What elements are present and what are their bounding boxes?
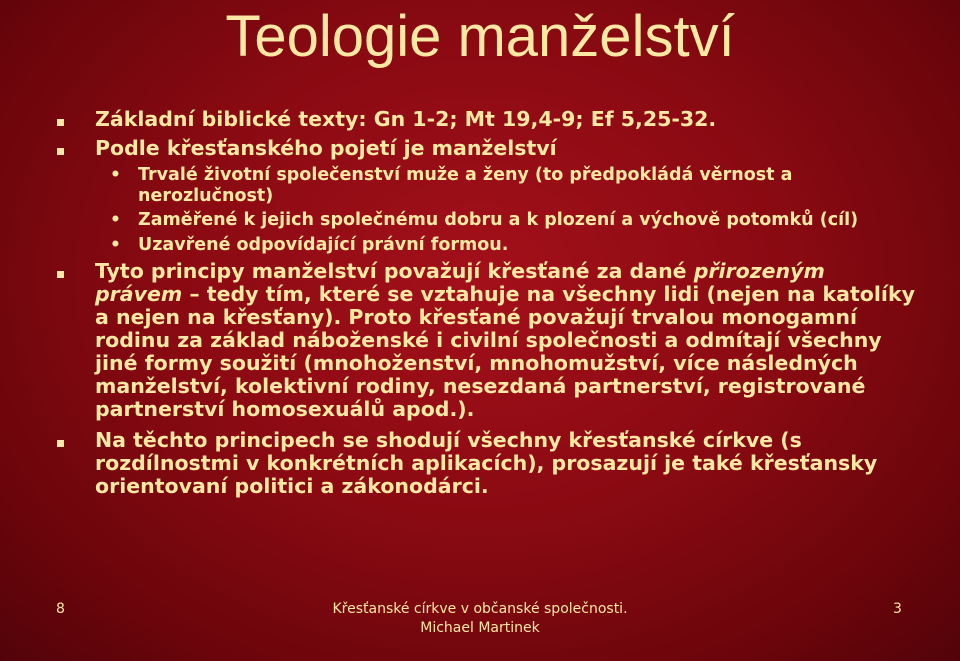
bullet-emphasis: přirozeným právem — [95, 259, 825, 306]
sub-bullet-text: Trvalé životní společenství muže a ženy (to předpokládá věrnost a nerozlučnost) — [138, 165, 793, 206]
bullet-text: Na těchto principech se shodují všechny křesťanské církve (s rozdílnostmi v konkrétních aplikacích), prosazují je také křesťansky orientovaní politici a zákonodárci. — [95, 428, 878, 498]
sub-bullet-text: Uzavřené odpovídající právní formou. — [138, 234, 509, 255]
round-bullet-icon: • — [110, 234, 121, 255]
square-bullet-icon — [57, 271, 64, 278]
footer-center — [230, 600, 730, 638]
footer-author: Michael Martinek — [420, 620, 540, 636]
footer-left-number: 8 — [56, 601, 65, 617]
bullet-text-part: – tedy tím, které se vztahuje na všechny lidi (nejen na katolíky a nejen na křesťany). Proto křesťané považují trvalou monogamní rodinu za základ náboženské i civilní společnosti a odmítají všechny jiné formy soužití (mnohoženství, mnohomužství, více následných manželství, kolektivní rodiny, nesezdaná partnerství, registrované partnerství homosexuálů apod.). — [95, 282, 915, 421]
bullet-item — [56, 429, 916, 498]
round-bullet-icon: • — [110, 165, 121, 185]
square-bullet-icon — [57, 440, 64, 447]
slide-title: Teologie manželství — [225, 4, 735, 69]
round-bullet-icon: • — [110, 210, 121, 230]
footer-page-number: 3 — [893, 601, 902, 617]
bullet-text: Podle křesťanského pojetí je manželství — [95, 136, 557, 160]
bullet-item — [56, 260, 916, 421]
bullet-item — [56, 108, 916, 131]
footer-title: Křesťanské církve v občanské společnosti. — [332, 601, 628, 617]
sub-bullet-item — [56, 165, 886, 206]
bullet-item — [56, 137, 916, 160]
sub-bullet-item — [56, 210, 886, 231]
square-bullet-icon — [57, 119, 64, 126]
square-bullet-icon — [57, 148, 64, 155]
bullet-text: Základní biblické texty: Gn 1-2; Mt 19,4-9; Ef 5,25-32. — [95, 107, 717, 131]
bullet-text-part: Tyto principy manželství považují křesťané za dané — [95, 259, 694, 283]
sub-bullet-text: Zaměřené k jejich společnému dobru a k plození a výchově potomků (cíl) — [138, 210, 859, 230]
sub-bullet-item — [56, 235, 886, 256]
slide-content — [56, 108, 916, 498]
